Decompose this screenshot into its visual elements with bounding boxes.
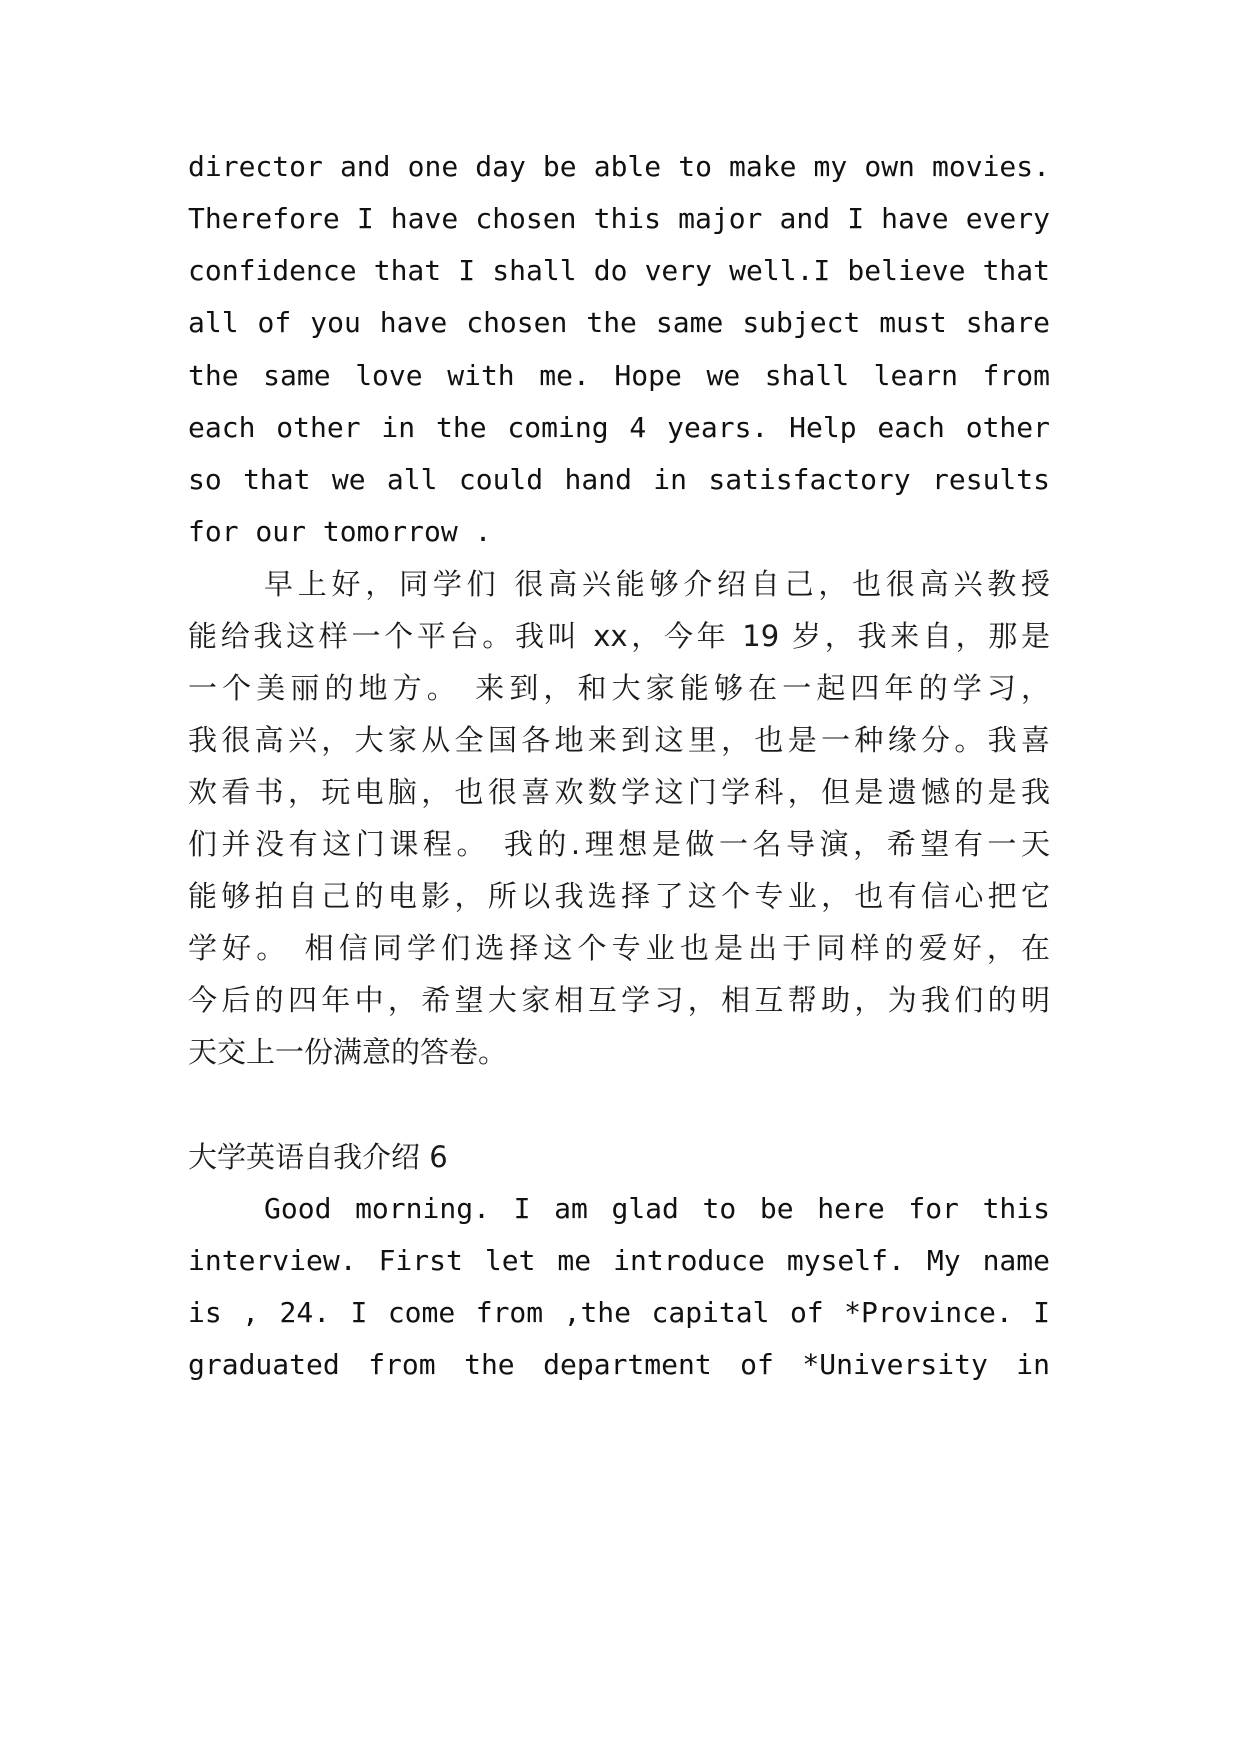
text-line: 能够拍自己的电影，所以我选择了这个专业，也有信心把它 <box>188 879 1050 913</box>
text-line: 学好。 相信同学们选择这个专业也是出于同样的爱好，在 <box>188 931 1050 965</box>
text-line: 们并没有这门课程。 我的.理想是做一名导演，希望有一天 <box>188 827 1050 861</box>
text-line: 我很高兴，大家从全国各地来到这里，也是一种缘分。我喜 <box>188 723 1050 757</box>
text-line: for our tomorrow . <box>188 515 492 548</box>
text-line: 能给我这样一个平台。我叫 xx，今年 19 岁，我来自，那是 <box>188 619 1050 653</box>
text-line: graduated from the department of *University in <box>188 1348 1050 1381</box>
text-line: each other in the coming 4 years. Help each other <box>188 411 1050 444</box>
text-line: confidence that I shall do very well.I believe that <box>188 254 1050 287</box>
text-line: Good morning. I am glad to be here for this <box>264 1192 1050 1225</box>
text-line: all of you have chosen the same subject must share <box>188 306 1050 339</box>
text-line: 天交上一份满意的答卷。 <box>188 1035 508 1069</box>
text-line: 今后的四年中，希望大家相互学习，相互帮助，为我们的明 <box>188 983 1050 1017</box>
section-heading: 大学英语自我介绍 6 <box>188 1140 448 1174</box>
text-line: the same love with me. Hope we shall learn from <box>188 359 1050 392</box>
text-line: 一个美丽的地方。 来到，和大家能够在一起四年的学习， <box>188 671 1050 705</box>
text-line: is , 24. I come from ,the capital of *Province. I <box>188 1296 1050 1329</box>
text-line: so that we all could hand in satisfactory results <box>188 463 1050 496</box>
text-line: Therefore I have chosen this major and I have every <box>188 202 1050 235</box>
text-line: director and one day be able to make my own movies. <box>188 150 1050 183</box>
text-line: 早上好，同学们 很高兴能够介绍自己，也很高兴教授 <box>264 567 1050 601</box>
text-line: 欢看书，玩电脑，也很喜欢数学这门学科，但是遗憾的是我 <box>188 775 1050 809</box>
text-line: interview. First let me introduce myself. My name <box>188 1244 1050 1277</box>
